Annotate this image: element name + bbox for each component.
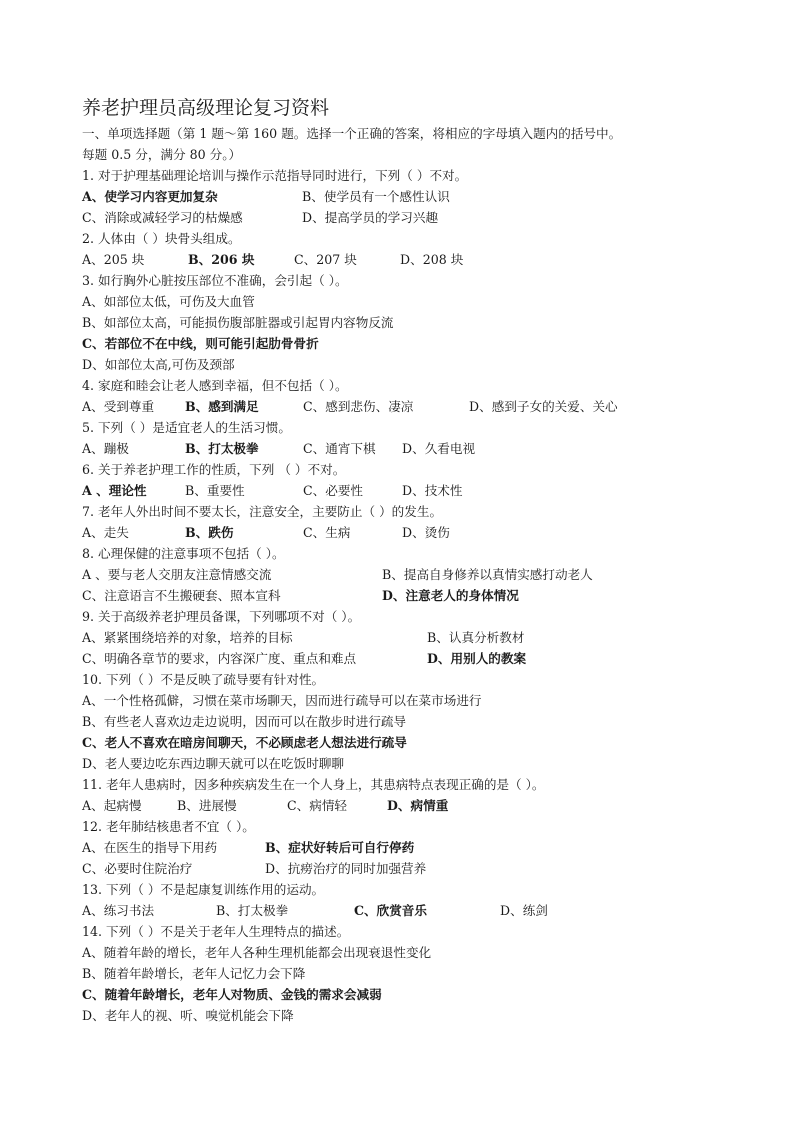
question-stem: 12. 老年肺结核患者不宜（ ）。 xyxy=(82,819,255,834)
option-a-answer: A、使学习内容更加复杂 xyxy=(82,189,218,204)
question-stem: 2. 人体由（ ）块骨头组成。 xyxy=(82,231,241,246)
option-a: A、随着年龄的增长，老年人各种生理机能都会出现衰退性变化 xyxy=(82,945,432,960)
option-c: C、通宵下棋 xyxy=(303,441,376,456)
option-c-answer: C、若部位不在中线，则可能引起肋骨骨折 xyxy=(82,336,319,351)
question-stem: 8. 心理保健的注意事项不包括（ ）。 xyxy=(82,546,285,561)
option-row xyxy=(82,627,722,648)
option-row xyxy=(82,438,722,459)
question-stem: 14. 下列（ ）不是关于老年人生理特点的描述。 xyxy=(82,924,350,939)
option-b-answer: B、症状好转后可自行停药 xyxy=(265,840,415,855)
option-c: C、病情轻 xyxy=(287,798,348,813)
question-stem: 7. 老年人外出时间不要太长，注意安全，主要防止（ ）的发生。 xyxy=(82,504,443,519)
question-stem: 4. 家庭和睦会让老人感到幸福，但不包括（ ）。 xyxy=(82,378,348,393)
option-row xyxy=(82,858,722,879)
option-row xyxy=(82,648,722,669)
option-c: C、明确各章节的要求，内容深广度、重点和难点 xyxy=(82,651,357,666)
option-a: A、练习书法 xyxy=(82,903,155,918)
option-b-answer: B、感到满足 xyxy=(185,399,259,414)
question-stem: 3. 如行胸外心脏按压部位不准确，会引起（ ）。 xyxy=(82,273,348,288)
option-c: C、必要性 xyxy=(303,483,364,498)
option-a: A、受到尊重 xyxy=(82,399,155,414)
option-row xyxy=(82,396,722,417)
option-c: C、必要时住院治疗 xyxy=(82,861,193,876)
option-row xyxy=(82,837,722,858)
option-d: D、感到子女的关爱、关心 xyxy=(469,399,618,414)
question-stem: 6. 关于养老护理工作的性质，下列 （ ）不对。 xyxy=(82,462,346,477)
question-stem: 13. 下列（ ）不是起康复训练作用的运动。 xyxy=(82,882,325,897)
option-d: D、烫伤 xyxy=(402,525,450,540)
option-c: C、感到悲伤、凄凉 xyxy=(303,399,414,414)
question-stem: 1. 对于护理基础理论培训与操作示范指导同时进行，下列（ ）不对。 xyxy=(82,168,468,183)
option-c-answer: C、随着年龄增长，老年人对物质、金钱的需求会减弱 xyxy=(82,987,382,1002)
question-stem: 5. 下列（ ）是适宜老人的生活习惯。 xyxy=(82,420,291,435)
option-a: A、在医生的指导下用药 xyxy=(82,840,218,855)
section-intro: 一、单项选择题（第 1 题～第 160 题。选择一个正确的答案，将相应的字母填入题内的括号中。 xyxy=(82,126,622,141)
option-c: C、注意语言不生搬硬套、照本宣科 xyxy=(82,588,281,603)
option-row xyxy=(82,249,722,270)
option-d: D、老人要边吃东西边聊天就可以在吃饭时聊聊 xyxy=(82,756,344,771)
option-a: A、205 块 xyxy=(82,252,145,267)
option-row xyxy=(82,900,722,921)
option-row xyxy=(82,564,722,585)
option-c: C、消除或减轻学习的枯燥感 xyxy=(82,210,243,225)
option-b: B、使学员有一个感性认识 xyxy=(302,189,450,204)
option-b: B、如部位太高，可能损伤腹部脏器或引起胃内容物反流 xyxy=(82,315,394,330)
option-b: B、打太极拳 xyxy=(216,903,289,918)
option-c-answer: C、老人不喜欢在暗房间聊天，不必顾虑老人想法进行疏导 xyxy=(82,735,407,750)
option-b-answer: B、跌伤 xyxy=(185,525,234,540)
question-stem: 9. 关于高级养老护理员备课，下列哪项不对（ ）。 xyxy=(82,609,361,624)
option-row xyxy=(82,585,722,606)
document-title: 养老护理员高级理论复习资料 xyxy=(82,97,330,119)
option-b-answer: B、206 块 xyxy=(188,252,255,267)
option-row xyxy=(82,522,722,543)
option-a: A 、要与老人交朋友注意情感交流 xyxy=(82,567,272,582)
option-b: B、认真分析教材 xyxy=(427,630,525,645)
option-d: D、练剑 xyxy=(500,903,548,918)
option-b: B、随着年龄增长，老年人记忆力会下降 xyxy=(82,966,306,981)
option-b: B、有些老人喜欢边走边说明，因而可以在散步时进行疏导 xyxy=(82,714,407,729)
option-b: B、提高自身修养以真情实感打动老人 xyxy=(382,567,593,582)
option-d: D、208 块 xyxy=(400,252,464,267)
option-a: A、走失 xyxy=(82,525,129,540)
option-c: C、生病 xyxy=(303,525,351,540)
option-c: C、207 块 xyxy=(294,252,357,267)
document-page xyxy=(82,95,722,1026)
option-b-answer: B、打太极拳 xyxy=(185,441,259,456)
option-d: D、如部位太高,可伤及颈部 xyxy=(82,357,235,372)
option-d: D、抗痨治疗的同时加强营养 xyxy=(265,861,427,876)
option-d-answer: D、用别人的教案 xyxy=(427,651,527,666)
option-a: A、起病慢 xyxy=(82,798,142,813)
option-a: A、蹦极 xyxy=(82,441,129,456)
question-stem: 10. 下列（ ）不是反映了疏导要有针对性。 xyxy=(82,672,325,687)
option-d: D、久看电视 xyxy=(402,441,476,456)
option-d: D、老年人的视、听、嗅觉机能会下降 xyxy=(82,1008,294,1023)
option-row xyxy=(82,186,722,207)
option-b: B、重要性 xyxy=(185,483,245,498)
option-row xyxy=(82,795,722,816)
option-c-answer: C、欣赏音乐 xyxy=(354,903,427,918)
option-b: B、进展慢 xyxy=(177,798,237,813)
option-row xyxy=(82,207,722,228)
option-row xyxy=(82,480,722,501)
option-a: A、紧紧围绕培养的对象，培养的目标 xyxy=(82,630,293,645)
option-a-answer: A 、理论性 xyxy=(82,483,147,498)
option-d: D、提高学员的学习兴趣 xyxy=(302,210,439,225)
option-d-answer: D、注意老人的身体情况 xyxy=(382,588,519,603)
section-intro-cont: 每题 0.5 分，满分 80 分。） xyxy=(82,147,242,162)
option-a: A、如部位太低，可伤及大血管 xyxy=(82,294,255,309)
question-stem: 11. 老年人患病时，因多种疾病发生在一个人身上，其患病特点表现正确的是（ ）。 xyxy=(82,777,545,792)
option-d: D、技术性 xyxy=(402,483,463,498)
option-a: A、一个性格孤僻，习惯在菜市场聊天，因而进行疏导可以在菜市场进行 xyxy=(82,693,482,708)
option-d-answer: D、病情重 xyxy=(387,798,449,813)
